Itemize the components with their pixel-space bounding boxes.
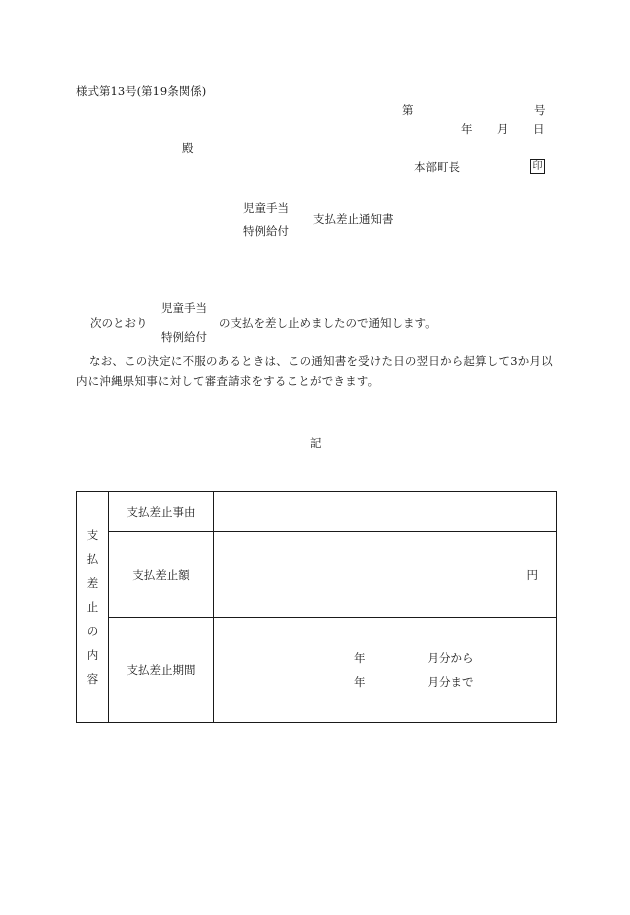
- body-notice: の支払を差し止めましたので通知します。: [219, 316, 437, 330]
- period-from: 年 月分から: [354, 651, 474, 665]
- seal-mark: 印: [530, 159, 545, 174]
- body-option-2: 特例給付: [161, 330, 207, 344]
- note-heading: 記: [310, 436, 322, 450]
- doc-number-suffix: 号: [534, 103, 546, 117]
- reason-label: 支払差止事由: [109, 492, 214, 532]
- body-lead: 次のとおり: [90, 316, 148, 330]
- date-year: 年: [461, 122, 473, 136]
- appeal-notice: なお、この決定に不服のあるときは、この通知書を受けた日の翌日から起算して3か月以内に沖縄県知事に対して審査請求をすることができます。: [76, 354, 553, 388]
- form-number: 様式第13号(第19条関係): [76, 84, 207, 98]
- title-option-2: 特例給付: [243, 224, 289, 238]
- amount-label: 支払差止額: [109, 532, 214, 618]
- reason-field[interactable]: [214, 492, 557, 532]
- period-label: 支払差止期間: [109, 618, 214, 723]
- vertical-label: 支 払 差 止 の 内 容: [77, 492, 109, 723]
- amount-field[interactable]: [214, 532, 557, 618]
- period-to: 年 月分まで: [354, 675, 474, 689]
- title-option-1: 児童手当: [243, 201, 289, 215]
- period-field[interactable]: [214, 618, 557, 723]
- date-month: 月: [497, 122, 509, 136]
- body-option-1: 児童手当: [161, 301, 207, 315]
- doc-number-prefix: 第: [402, 103, 414, 117]
- addressee-suffix: 殿: [182, 141, 194, 155]
- yen-unit: 円: [526, 567, 538, 582]
- page-title: 支払差止通知書: [313, 212, 394, 226]
- issuer: 本部町長: [414, 160, 460, 174]
- date-day: 日: [533, 122, 545, 136]
- suspension-details-table: [76, 491, 557, 723]
